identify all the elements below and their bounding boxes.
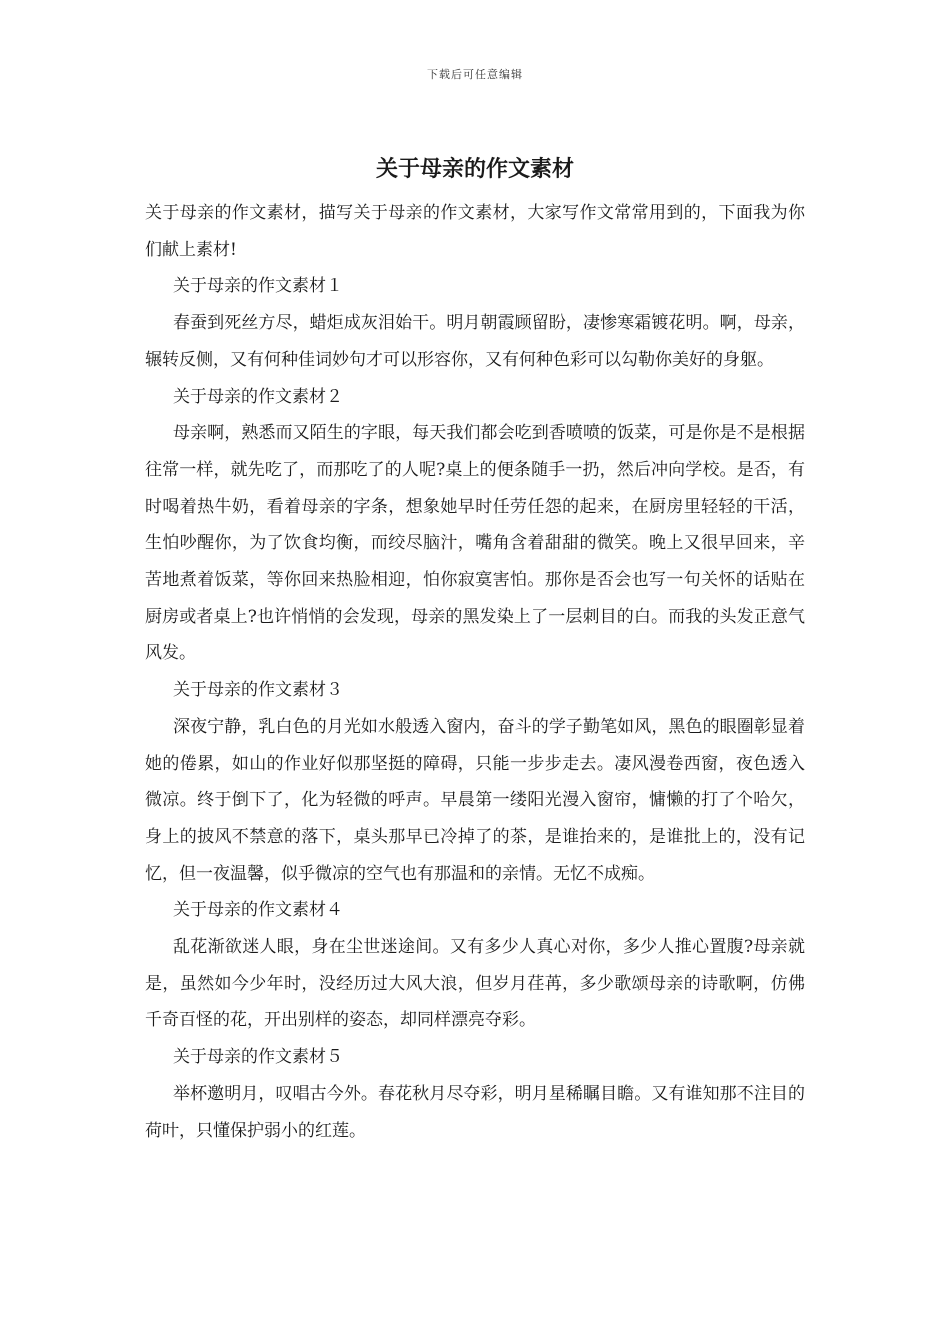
page-title: 关于母亲的作文素材 bbox=[375, 156, 574, 182]
section-heading-5: 关于母亲的作文素材５ bbox=[173, 1047, 343, 1068]
intro-paragraph: 关于母亲的作文素材，描写关于母亲的作文素材，大家写作文常常用到的，下面我为你们献上素材! bbox=[145, 203, 805, 260]
section-heading-3: 关于母亲的作文素材３ bbox=[173, 680, 343, 701]
section-body-5: 举杯邀明月，叹唱古今外。春花秋月尽夺彩，明月星稀瞩目瞻。又有谁知那不注目的荷叶，只懂保护弱小的红莲。 bbox=[145, 1083, 805, 1141]
section-heading-4: 关于母亲的作文素材４ bbox=[173, 900, 343, 921]
section-body-3: 深夜宁静，乳白色的月光如水般透入窗内，奋斗的学子勤笔如风，黑色的眼圈彰显着她的倦累，如山的作业好似那坚挺的障碍，只能一步步走去。凄风漫卷西窗，夜色透入微凉。终于倒下了，化为轻微的呼声。早晨第一缕阳光漫入窗帘，慵懒的打了个哈欠，身上的披风不禁意的落下，桌头那早已冷掉了的茶，是谁抬来的，是谁批上的，没有记忆，但一夜温馨，似乎微凉的空气也有那温和的亲情。无忆不成痴。 bbox=[145, 716, 805, 884]
section-body-2: 母亲啊，熟悉而又陌生的字眼，每天我们都会吃到香喷喷的饭菜，可是你是不是根据往常一样，就先吃了，而那吃了的人呢?桌上的便条随手一扔，然后冲向学校。是否，有时喝着热牛奶，看着母亲的字条，想象她早时任劳任怨的起来，在厨房里轻轻的干活，生怕吵醒你，为了饮食均衡，而绞尽脑汁，嘴角含着甜甜的微笑。晚上又很早回来，辛苦地煮着饭菜，等你回来热脸相迎，怕你寂寞害怕。那你是否会也写一句关怀的话贴在厨房或者桌上?也许悄悄的会发现，母亲的黑发染上了一层刺目的白。而我的头发正意气风发。 bbox=[145, 423, 805, 664]
header-note: 下载后可任意编辑 bbox=[427, 68, 523, 81]
document-body bbox=[145, 195, 805, 1149]
section-heading-1: 关于母亲的作文素材１ bbox=[173, 276, 343, 297]
section-heading-2: 关于母亲的作文素材２ bbox=[173, 386, 343, 407]
section-body-4: 乱花渐欲迷人眼，身在尘世迷途间。又有多少人真心对你，多少人推心置腹?母亲就是，虽然如今少年时，没经历过大风大浪，但岁月荏苒，多少歌颂母亲的诗歌啊，仿佛千奇百怪的花，开出别样的姿态，却同样漂亮夺彩。 bbox=[145, 937, 805, 1031]
section-body-1: 春蚕到死丝方尽，蜡炬成灰泪始干。明月朝霞顾留盼，凄惨寒霜镀花明。啊，母亲，辗转反侧，又有何种佳词妙句才可以形容你，又有何种色彩可以勾勒你美好的身躯。 bbox=[145, 313, 805, 370]
